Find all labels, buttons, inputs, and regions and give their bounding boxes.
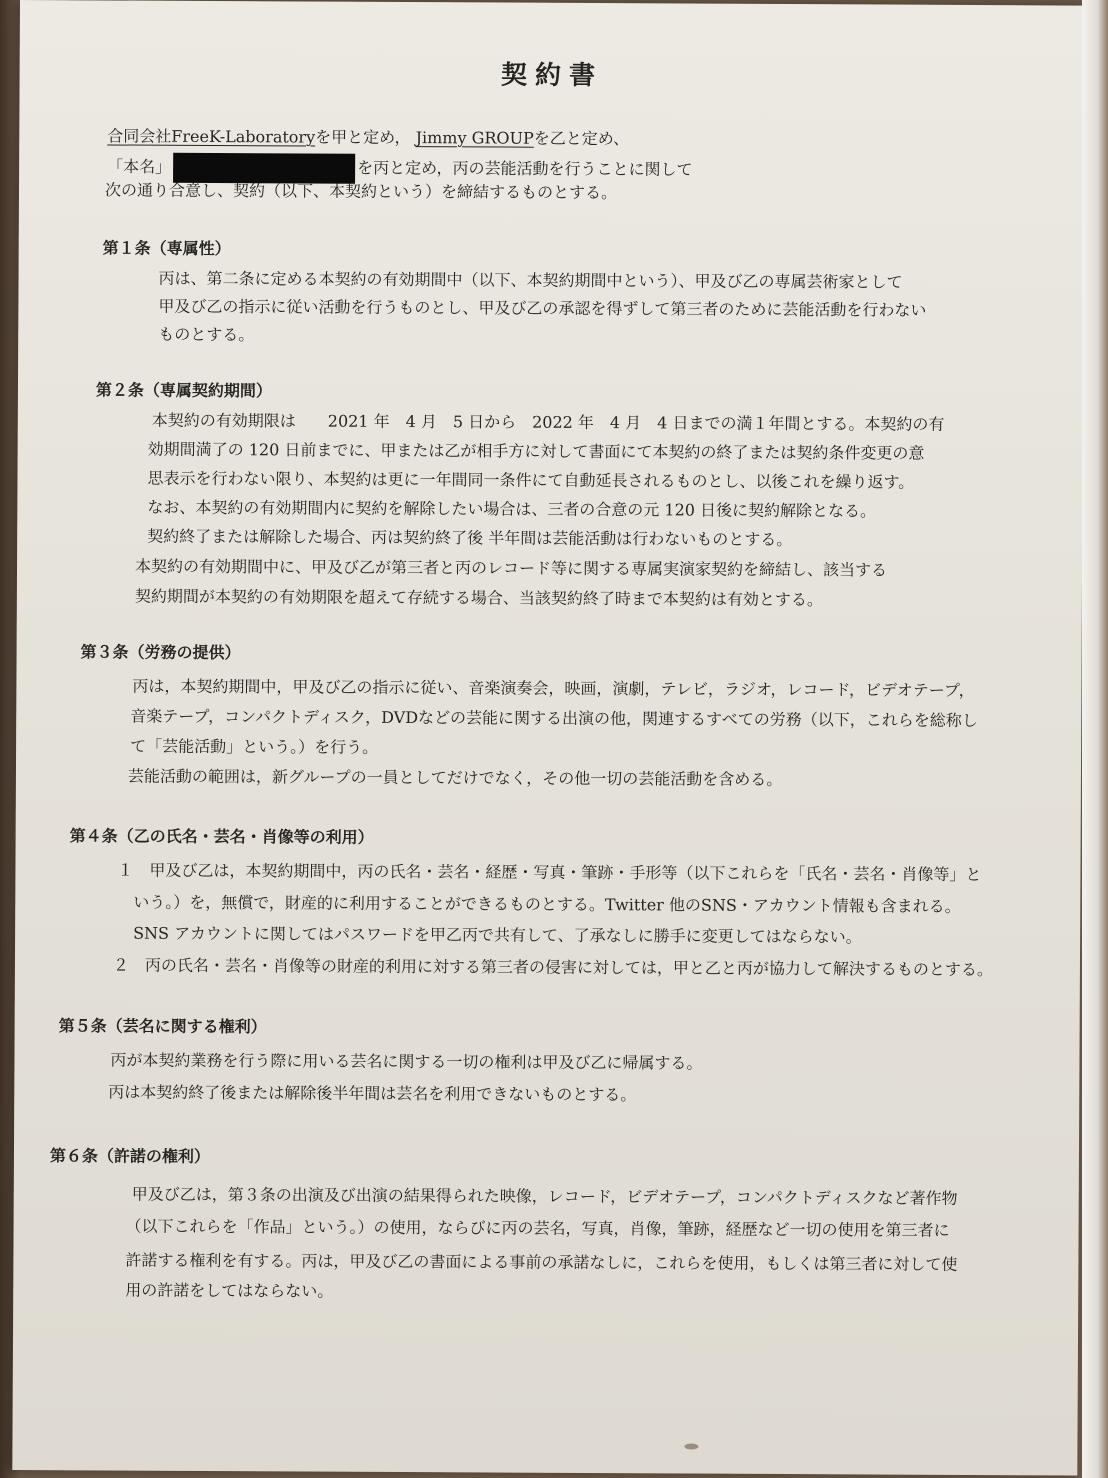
article-4-line: いう。）を，無償で，財産的に利用することができるものとする。Twitter 他のSNS・アカウント情報も含まれる。 <box>133 892 961 916</box>
article-2-heading: 第２条（専属契約期間） <box>95 380 273 401</box>
article-2-line: 効期間満了の 120 日前までに、甲または乙が相手方に対して書面にて本契約の終了または契約条件変更の意 <box>147 439 925 463</box>
article-2-line: 契約期間が本契約の有効期限を超えて存続する場合、当該契約終了時まで本契約は有効とする。 <box>134 586 823 610</box>
article-5-line: 丙は本契約終了後または解除後半年間は芸名を利用できないものとする。 <box>108 1082 637 1105</box>
article-1-line: ものとする。 <box>158 324 255 345</box>
party-b-name: Jimmy GROUP <box>415 128 534 148</box>
intro-line-1: 合同会社FreeK-Laboratoryを甲と定め， Jimmy GROUPを乙と定め、 <box>107 126 630 149</box>
article-2-line: なお、本契約の有効期間内に契約を解除したい場合は、三者の合意の元 120 日後に契約解除となる。 <box>147 497 877 521</box>
redaction-bar <box>173 153 355 184</box>
article-5-heading: 第５条（芸名に関する権利） <box>58 1016 267 1037</box>
intro-line-3: 次の通り合意し、契約（以下、本契約という）を締結するものとする。 <box>104 180 618 203</box>
article-6-line: 用の許諾をしてはならない。 <box>125 1280 334 1301</box>
article-3-line: 音楽テープ，コンパクトディスク，DVDなどの芸能に関する出演の他，関連するすべての労務（以下，これらを総称し <box>130 706 978 731</box>
page-edge <box>1082 0 1108 1478</box>
article-5-line: 丙が本契約業務を行う際に用いる芸名に関する一切の権利は甲及び乙に帰属する。 <box>110 1050 703 1073</box>
paper-stain <box>684 1443 698 1449</box>
party-a-name: 合同会社FreeK-Laboratory <box>107 126 316 147</box>
article-6-line: 甲及び乙は，第３条の出演及び出演の結果得られた映像，レコード，ビデオテープ，コンパクトディスクなど著作物 <box>131 1184 958 1208</box>
article-2-line: 思表示を行わない限り、本契約は更に一年間同一条件にて自動延長されるものとし、以後これを繰り返す。 <box>147 468 915 492</box>
article-1-heading: 第１条（専属性） <box>102 238 231 259</box>
article-4-line: SNS アカウントに関してはパスワードを甲乙丙で共有して、了承なしに勝手に変更してはならない。 <box>133 923 862 947</box>
article-6-line: （以下これらを「作品」という。）の使用，ならびに丙の芸名，写真，肖像，筆跡，経歴など一切の使用を第三者に <box>125 1216 950 1240</box>
article-3-heading: 第３条（労務の提供） <box>80 642 241 663</box>
article-4-line: ２ 丙の氏名・芸名・肖像等の財産的利用に対する第三者の侵害に対しては，甲と乙と丙が協力して解決するものとする。 <box>112 955 994 980</box>
article-1-line: 甲及び乙の指示に従い活動を行うものとし、甲及び乙の承認を得ずして第三者のために芸能活動を行わない <box>158 296 927 320</box>
article-4-heading: 第４条（乙の氏名・芸名・肖像等の利用） <box>69 826 374 847</box>
article-6-heading: 第６条（許諾の権利） <box>49 1146 211 1167</box>
contract-page <box>12 0 1085 1476</box>
article-2-line: 本契約の有効期間中に、甲及び乙が第三者と丙のレコード等に関する専属実演家契約を締結し、該当する <box>134 556 888 580</box>
article-2-line: 本契約の有効期限は 2021 年 4 月 5 日から 2022 年 4 月 4 日までの満１年間とする。本契約の有 <box>151 410 945 434</box>
intro-line-2: 「本名」 を丙と定め，丙の芸能活動を行うことに関して <box>107 152 693 185</box>
article-3-line: 芸能活動の範囲は，新グループの一員としてだけでなく，その他一切の芸能活動を含める。 <box>127 766 783 790</box>
article-6-line: 許諾する権利を有する。丙は，甲及び乙の書面による事前の承諾なしに，これらを使用，もしくは第三者に対して使 <box>125 1250 958 1274</box>
article-2-line: 契約終了または解除した場合、丙は契約終了後 半年間は芸能活動は行わないものとする。 <box>147 526 793 550</box>
article-3-line: 丙は，本契約期間中，甲及び乙の指示に従い、音楽演奏会，映画，演劇，テレビ，ラジオ，レコード，ビデオテープ， <box>132 676 975 701</box>
document-title: 契約書 <box>501 60 604 92</box>
article-3-line: て「芸能活動」という。）を行う。 <box>130 736 379 757</box>
article-4-line: １ 甲及び乙は，本契約期間中，丙の氏名・芸名・経歴・写真・筆跡・手形等（以下これらを「氏名・芸名・肖像等」と <box>117 860 982 885</box>
article-1-line: 丙は、第二条に定める本契約の有効期間中（以下、本契約期間中という）、甲及び乙の専属芸術家として <box>158 268 903 292</box>
